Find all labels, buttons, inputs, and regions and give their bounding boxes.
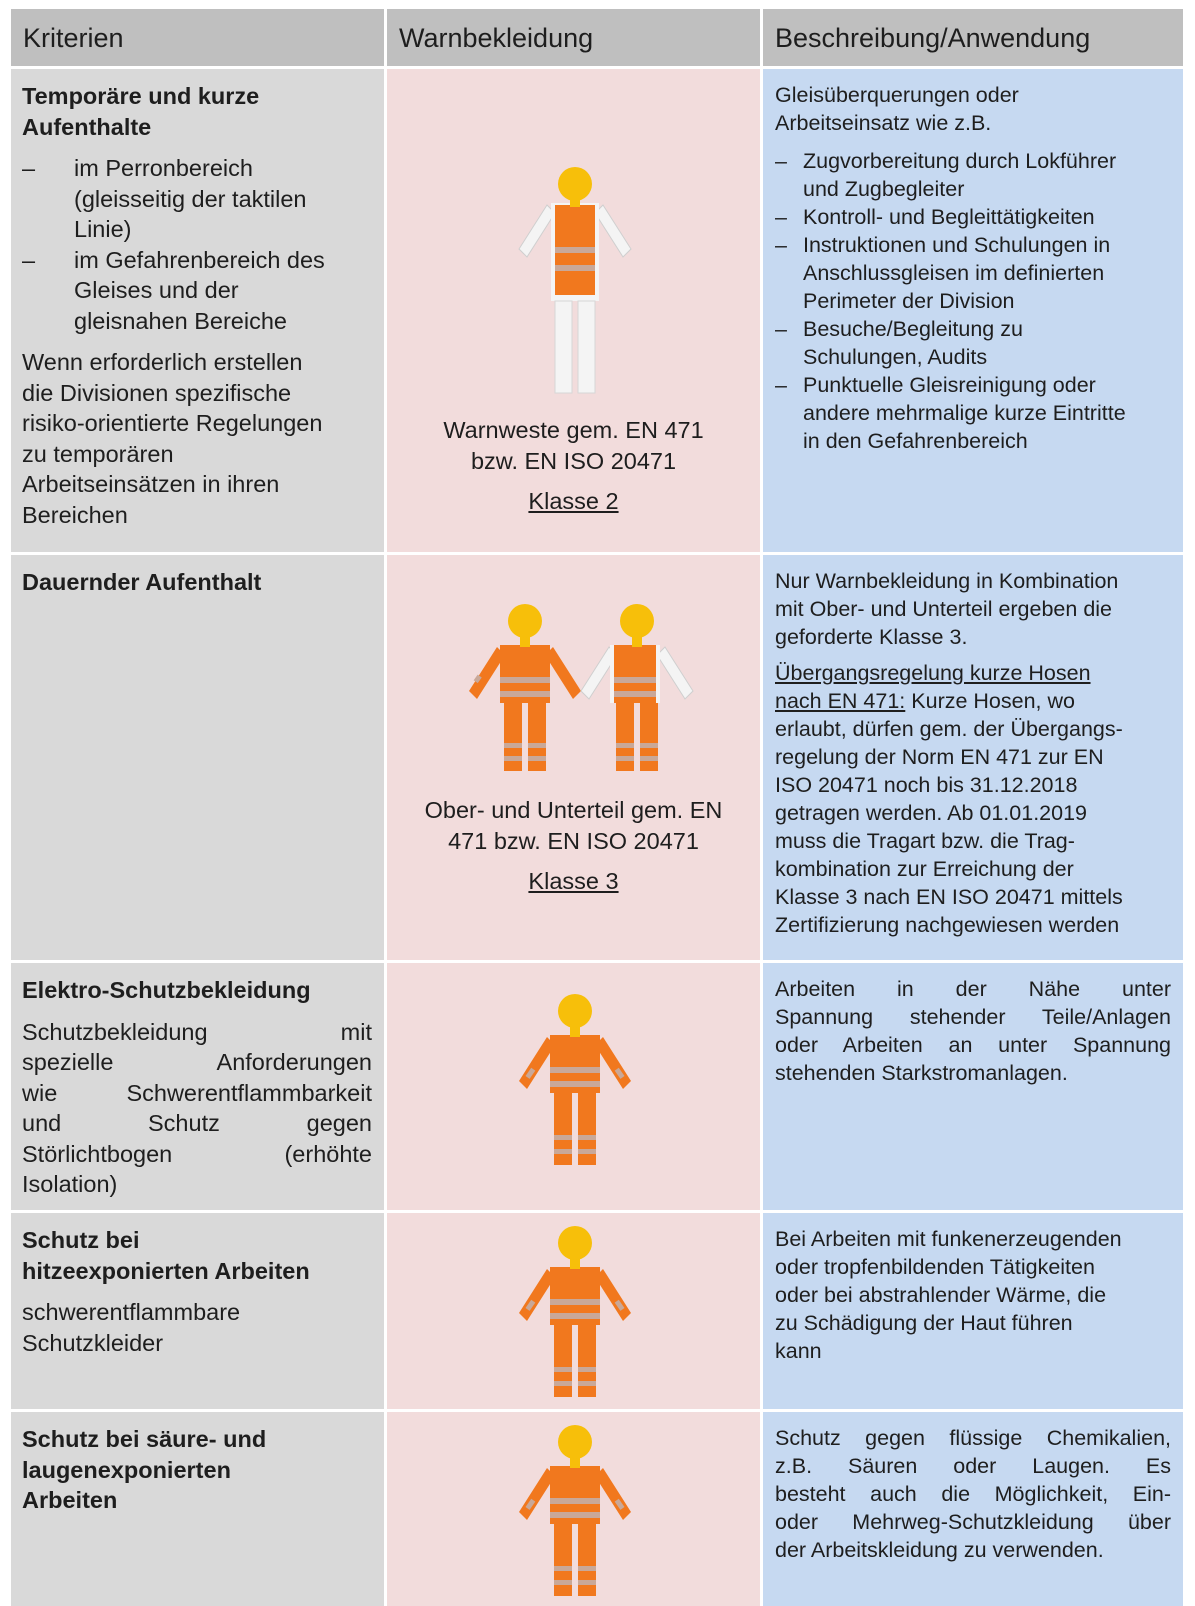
row1-item-line: Gleises und der xyxy=(74,277,239,303)
row3-desc-line: stehenden Starkstromanlagen. xyxy=(775,1061,1068,1085)
row2-caption-line: 471 bzw. EN ISO 20471 xyxy=(448,828,699,854)
row1-desc-line: Arbeitseinsatz wie z.B. xyxy=(775,111,992,135)
row1-dash-item xyxy=(22,245,372,337)
row4-desc-line: kann xyxy=(775,1339,822,1363)
row5-desc-line: z.B. Säuren oder Laugen. Es xyxy=(775,1454,1171,1478)
row2-desc-line: muss die Tragart bzw. die Trag- xyxy=(775,829,1075,853)
row1-class-label: Klasse 2 xyxy=(528,488,619,514)
row1-desc-list xyxy=(775,147,1171,455)
row5-clothing xyxy=(387,1412,763,1606)
row4-clothing xyxy=(387,1213,763,1412)
worker-full-suit-icon xyxy=(515,1225,635,1399)
row2-clothing xyxy=(387,555,763,963)
row1-desc-item-line: Instruktionen und Schulungen in xyxy=(803,233,1111,257)
dash-marker: – xyxy=(22,155,36,181)
row3-sub-line: Isolation) xyxy=(22,1171,118,1197)
row4-desc-line: Bei Arbeiten mit funkenerzeugenden xyxy=(775,1227,1122,1251)
row1-criteria xyxy=(11,69,387,555)
row1-desc-line: Gleisüberquerungen oder xyxy=(775,83,1019,107)
header-warning-clothing xyxy=(387,9,763,69)
row2-desc-line: kombination zur Erreichung der xyxy=(775,857,1074,881)
row1-desc-item xyxy=(775,231,1171,315)
row1-note-line: Bereichen xyxy=(22,501,128,528)
row4-criteria xyxy=(11,1213,387,1412)
row1-desc-item xyxy=(775,147,1171,203)
row1-note-line: die Divisionen spezifische xyxy=(22,379,292,406)
row1-desc-item-line: Punktuelle Gleisreinigung oder xyxy=(803,373,1096,397)
ppe-table xyxy=(11,9,1183,1606)
row1-note-line: Wenn erforderlich erstellen xyxy=(22,349,303,375)
header-description xyxy=(763,9,1183,69)
row1-desc-item xyxy=(775,371,1171,455)
worker-full-suit-icon xyxy=(515,1424,635,1598)
row3-sub-line: Schutzbekleidung mit xyxy=(22,1018,372,1045)
dash-marker: – xyxy=(22,246,36,273)
row5-title-line: Schutz bei säure- und xyxy=(22,1426,267,1452)
row1-clothing xyxy=(387,69,763,555)
row2-desc-line: getragen werden. Ab 01.01.2019 xyxy=(775,801,1088,825)
dash-marker: – xyxy=(775,373,787,397)
row2-description xyxy=(763,555,1183,963)
dash-marker: – xyxy=(775,317,787,341)
row2-title: Dauernder Aufenthalt xyxy=(22,569,262,595)
row4-desc-line: zu Schädigung der Haut führen xyxy=(775,1311,1073,1335)
worker-full-suit-icon xyxy=(455,603,695,773)
row2-transition-note xyxy=(775,659,1171,939)
row4-desc-line: oder bei abstrahlender Wärme, die xyxy=(775,1283,1107,1307)
row1-note-line: risiko-orientierte Regelungen xyxy=(22,410,323,436)
row1-dash-list xyxy=(22,153,372,336)
row5-desc-line: oder Mehrweg-Schutzkleidung über xyxy=(775,1510,1171,1534)
row4-title-line: hitzeexponierten Arbeiten xyxy=(22,1257,310,1284)
row5-description xyxy=(763,1412,1183,1606)
row4-sub-line: schwerentflammbare xyxy=(22,1299,241,1325)
row2-caption-line: Ober- und Unterteil gem. EN xyxy=(424,797,723,823)
row2-underlined-line: nach EN 471: xyxy=(775,689,906,713)
header-warning-clothing-label: Warnbekleidung xyxy=(399,23,594,53)
row2-desc-line: regelung der Norm EN 471 zur EN xyxy=(775,745,1104,769)
row1-item-line: Linie) xyxy=(74,216,132,242)
row2-desc-line: mit Ober- und Unterteil ergeben die xyxy=(775,597,1113,621)
header-criteria xyxy=(11,9,387,69)
row1-dash-item xyxy=(22,153,372,245)
header-description-label: Beschreibung/Anwendung xyxy=(775,23,1091,53)
row1-desc-item xyxy=(775,315,1171,371)
row2-desc-line: Kurze Hosen, wo xyxy=(911,689,1075,713)
header-criteria-label: Kriterien xyxy=(23,23,124,53)
row3-description xyxy=(763,963,1183,1213)
row1-desc-item-line: Perimeter der Division xyxy=(803,289,1015,313)
row1-caption-line: bzw. EN ISO 20471 xyxy=(470,448,677,474)
row3-sub-line: Störlichtbogen (erhöhte xyxy=(22,1140,372,1167)
row5-desc-line: Schutz gegen flüssige Chemikalien, xyxy=(775,1426,1171,1450)
row1-desc-item-line: Besuche/Begleitung zu xyxy=(803,317,1023,341)
row2-criteria xyxy=(11,555,387,963)
row1-item-line: gleisnahen Bereiche xyxy=(74,307,287,334)
row3-subtext xyxy=(22,1017,372,1200)
row1-description xyxy=(763,69,1183,555)
row1-note-line: Arbeitseinsätzen in ihren xyxy=(22,471,280,497)
row4-description xyxy=(763,1213,1183,1412)
row2-desc-line: ISO 20471 noch bis 31.12.2018 xyxy=(775,773,1078,797)
row3-criteria xyxy=(11,963,387,1213)
row2-desc-line: erlaubt, dürfen gem. der Übergangs- xyxy=(775,717,1123,741)
row3-sub-line: und Schutz gegen xyxy=(22,1110,372,1136)
row1-item-line: (gleisseitig der taktilen xyxy=(74,185,307,212)
row4-subtext xyxy=(22,1297,372,1358)
row2-desc-line: Zertifizierung nachgewiesen werden xyxy=(775,913,1120,937)
dash-marker: – xyxy=(775,149,787,173)
row4-title-line: Schutz bei xyxy=(22,1227,140,1253)
row1-item-line: im Perronbereich xyxy=(74,155,253,181)
row3-desc-line: oder Arbeiten an unter Spannung xyxy=(775,1033,1171,1057)
row1-desc-item xyxy=(775,203,1171,231)
row5-title-line: Arbeiten xyxy=(22,1487,118,1513)
row1-desc-item-line: andere mehrmalige kurze Eintritte xyxy=(803,401,1126,425)
row3-desc-line: Arbeiten in der Nähe unter xyxy=(775,977,1171,1001)
row4-title xyxy=(22,1225,372,1286)
row1-desc-item-line: in den Gefahrenbereich xyxy=(803,429,1028,453)
row1-desc-item-line: Schulungen, Audits xyxy=(803,345,988,369)
worker-full-suit-icon xyxy=(515,993,635,1167)
row1-desc-item-line: und Zugbegleiter xyxy=(803,177,965,201)
row2-desc-line: geforderte Klasse 3. xyxy=(775,625,968,649)
row1-desc-item-line: Zugvorbereitung durch Lokführer xyxy=(803,149,1117,173)
row2-desc-line: Nur Warnbekleidung in Kombination xyxy=(775,569,1119,593)
row2-caption xyxy=(387,795,760,897)
row4-sub-line: Schutzkleider xyxy=(22,1329,164,1356)
row4-desc-line: oder tropfenbildenden Tätigkeiten xyxy=(775,1255,1095,1279)
row3-desc-line: Spannung stehender Teile/Anlagen xyxy=(775,1005,1171,1029)
row2-class-label: Klasse 3 xyxy=(528,868,619,894)
row1-caption-line: Warnweste gem. EN 471 xyxy=(443,417,704,443)
row1-note xyxy=(22,347,372,530)
row3-clothing xyxy=(387,963,763,1213)
row5-desc-line: der Arbeitskleidung zu verwenden. xyxy=(775,1538,1104,1562)
row1-title-line: Aufenthalte xyxy=(22,113,152,140)
row3-sub-line: spezielle Anforderungen xyxy=(22,1049,372,1075)
row5-desc-line: besteht auch die Möglichkeit, Ein- xyxy=(775,1482,1171,1506)
row1-item-line: im Gefahrenbereich des xyxy=(74,246,325,273)
dash-marker: – xyxy=(775,233,787,257)
row1-caption xyxy=(387,415,760,517)
row5-title-line: laugenexponierten xyxy=(22,1456,231,1483)
worker-vest-icon xyxy=(517,167,633,399)
dash-marker: – xyxy=(775,205,787,229)
row1-desc-item-line: Kontroll- und Begleittätigkeiten xyxy=(803,205,1095,229)
row1-note-line: zu temporären xyxy=(22,440,174,467)
row5-title xyxy=(22,1424,372,1516)
row5-criteria xyxy=(11,1412,387,1606)
row3-sub-line: wie Schwerentflammbarkeit xyxy=(22,1079,372,1106)
row1-title-line: Temporäre und kurze xyxy=(22,83,260,109)
row2-underlined-line: Übergangsregelung kurze Hosen xyxy=(775,661,1091,685)
row2-desc-line: Klasse 3 nach EN ISO 20471 mittels xyxy=(775,885,1123,909)
row3-title: Elektro-Schutzbekleidung xyxy=(22,977,311,1003)
row1-desc-item-line: Anschlussgleisen im definierten xyxy=(803,261,1105,285)
row1-title xyxy=(22,81,372,142)
